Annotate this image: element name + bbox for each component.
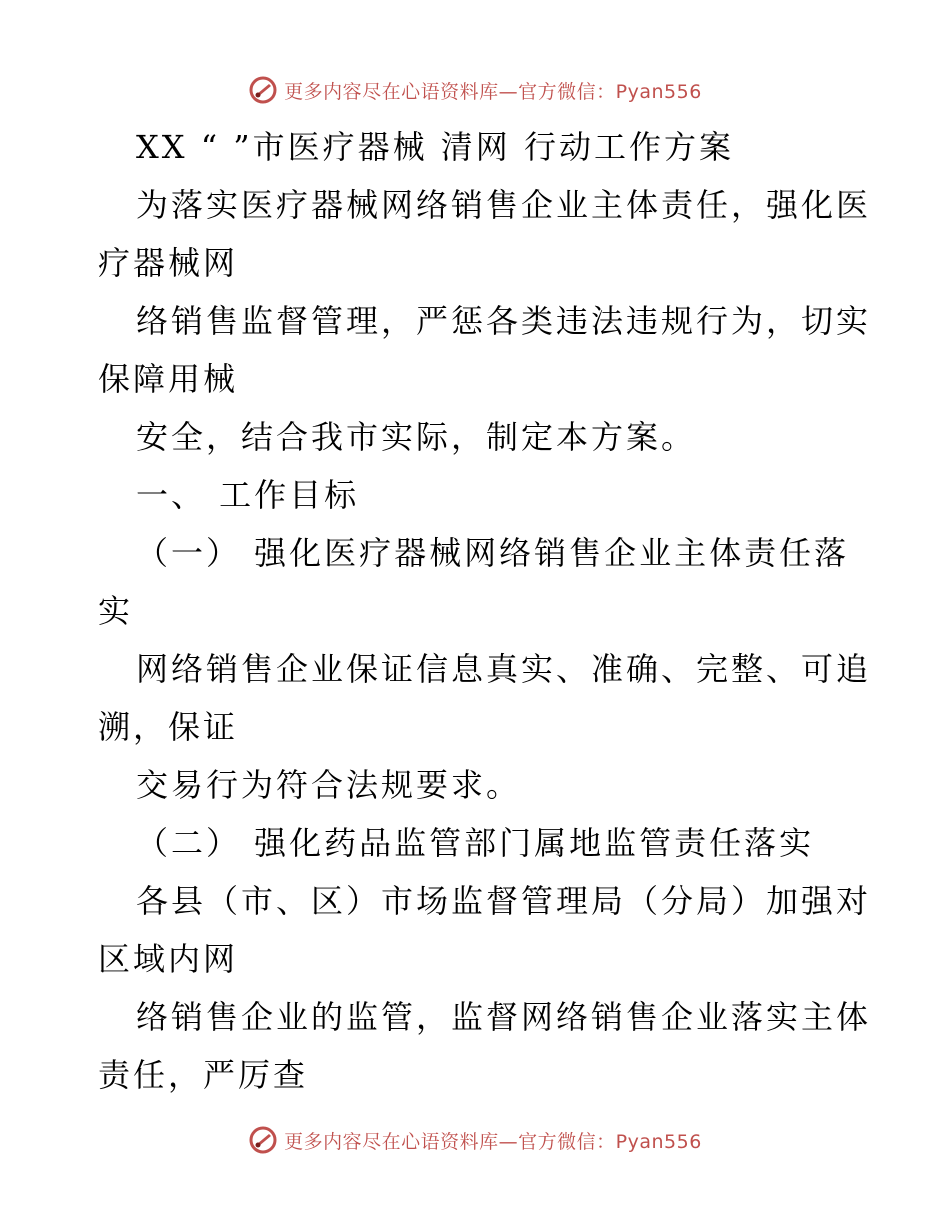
document-body [98,118,872,1104]
document-line: （一） 强化医疗器械网络销售企业主体责任落 [136,534,850,572]
document-line: 络销售企业的监管，监督网络销售企业落实主体 [136,998,872,1036]
document-line: 安全，结合我市实际，制定本方案。 [136,418,697,456]
document-line: 区域内网 [98,940,239,978]
document-line: 交易行为符合法规要求。 [136,766,522,804]
logo-icon [248,1125,278,1155]
document-line: 为落实医疗器械网络销售企业主体责任，强化医 [136,186,872,224]
document-line: XX “ ”市医疗器械 清网 行动工作方案 [136,128,734,166]
logo-icon [248,75,278,105]
document-line: 责任，严厉查 [98,1056,309,1094]
document-line: 络销售监督管理，严惩各类违法违规行为，切实 [136,302,872,340]
document-line: 保障用械 [98,360,239,398]
document-line: 各县（市、区）市场监督管理局（分局）加强对 [136,882,872,920]
footer-banner-text: 更多内容尽在心语资料库—官方微信：Pyan556 [284,1130,702,1153]
header-banner-text: 更多内容尽在心语资料库—官方微信：Pyan556 [284,80,702,103]
document-line: 实 [98,592,134,630]
header-banner [0,70,950,110]
document-line: 溯，保证 [98,708,239,746]
document-line: 一、 工作目标 [136,476,360,514]
document-line: 网络销售企业保证信息真实、准确、完整、可追 [136,650,872,688]
footer-banner [0,1120,950,1160]
document-line: （二） 强化药品监管部门属地监管责任落实 [136,824,815,862]
document-line: 疗器械网 [98,244,239,282]
